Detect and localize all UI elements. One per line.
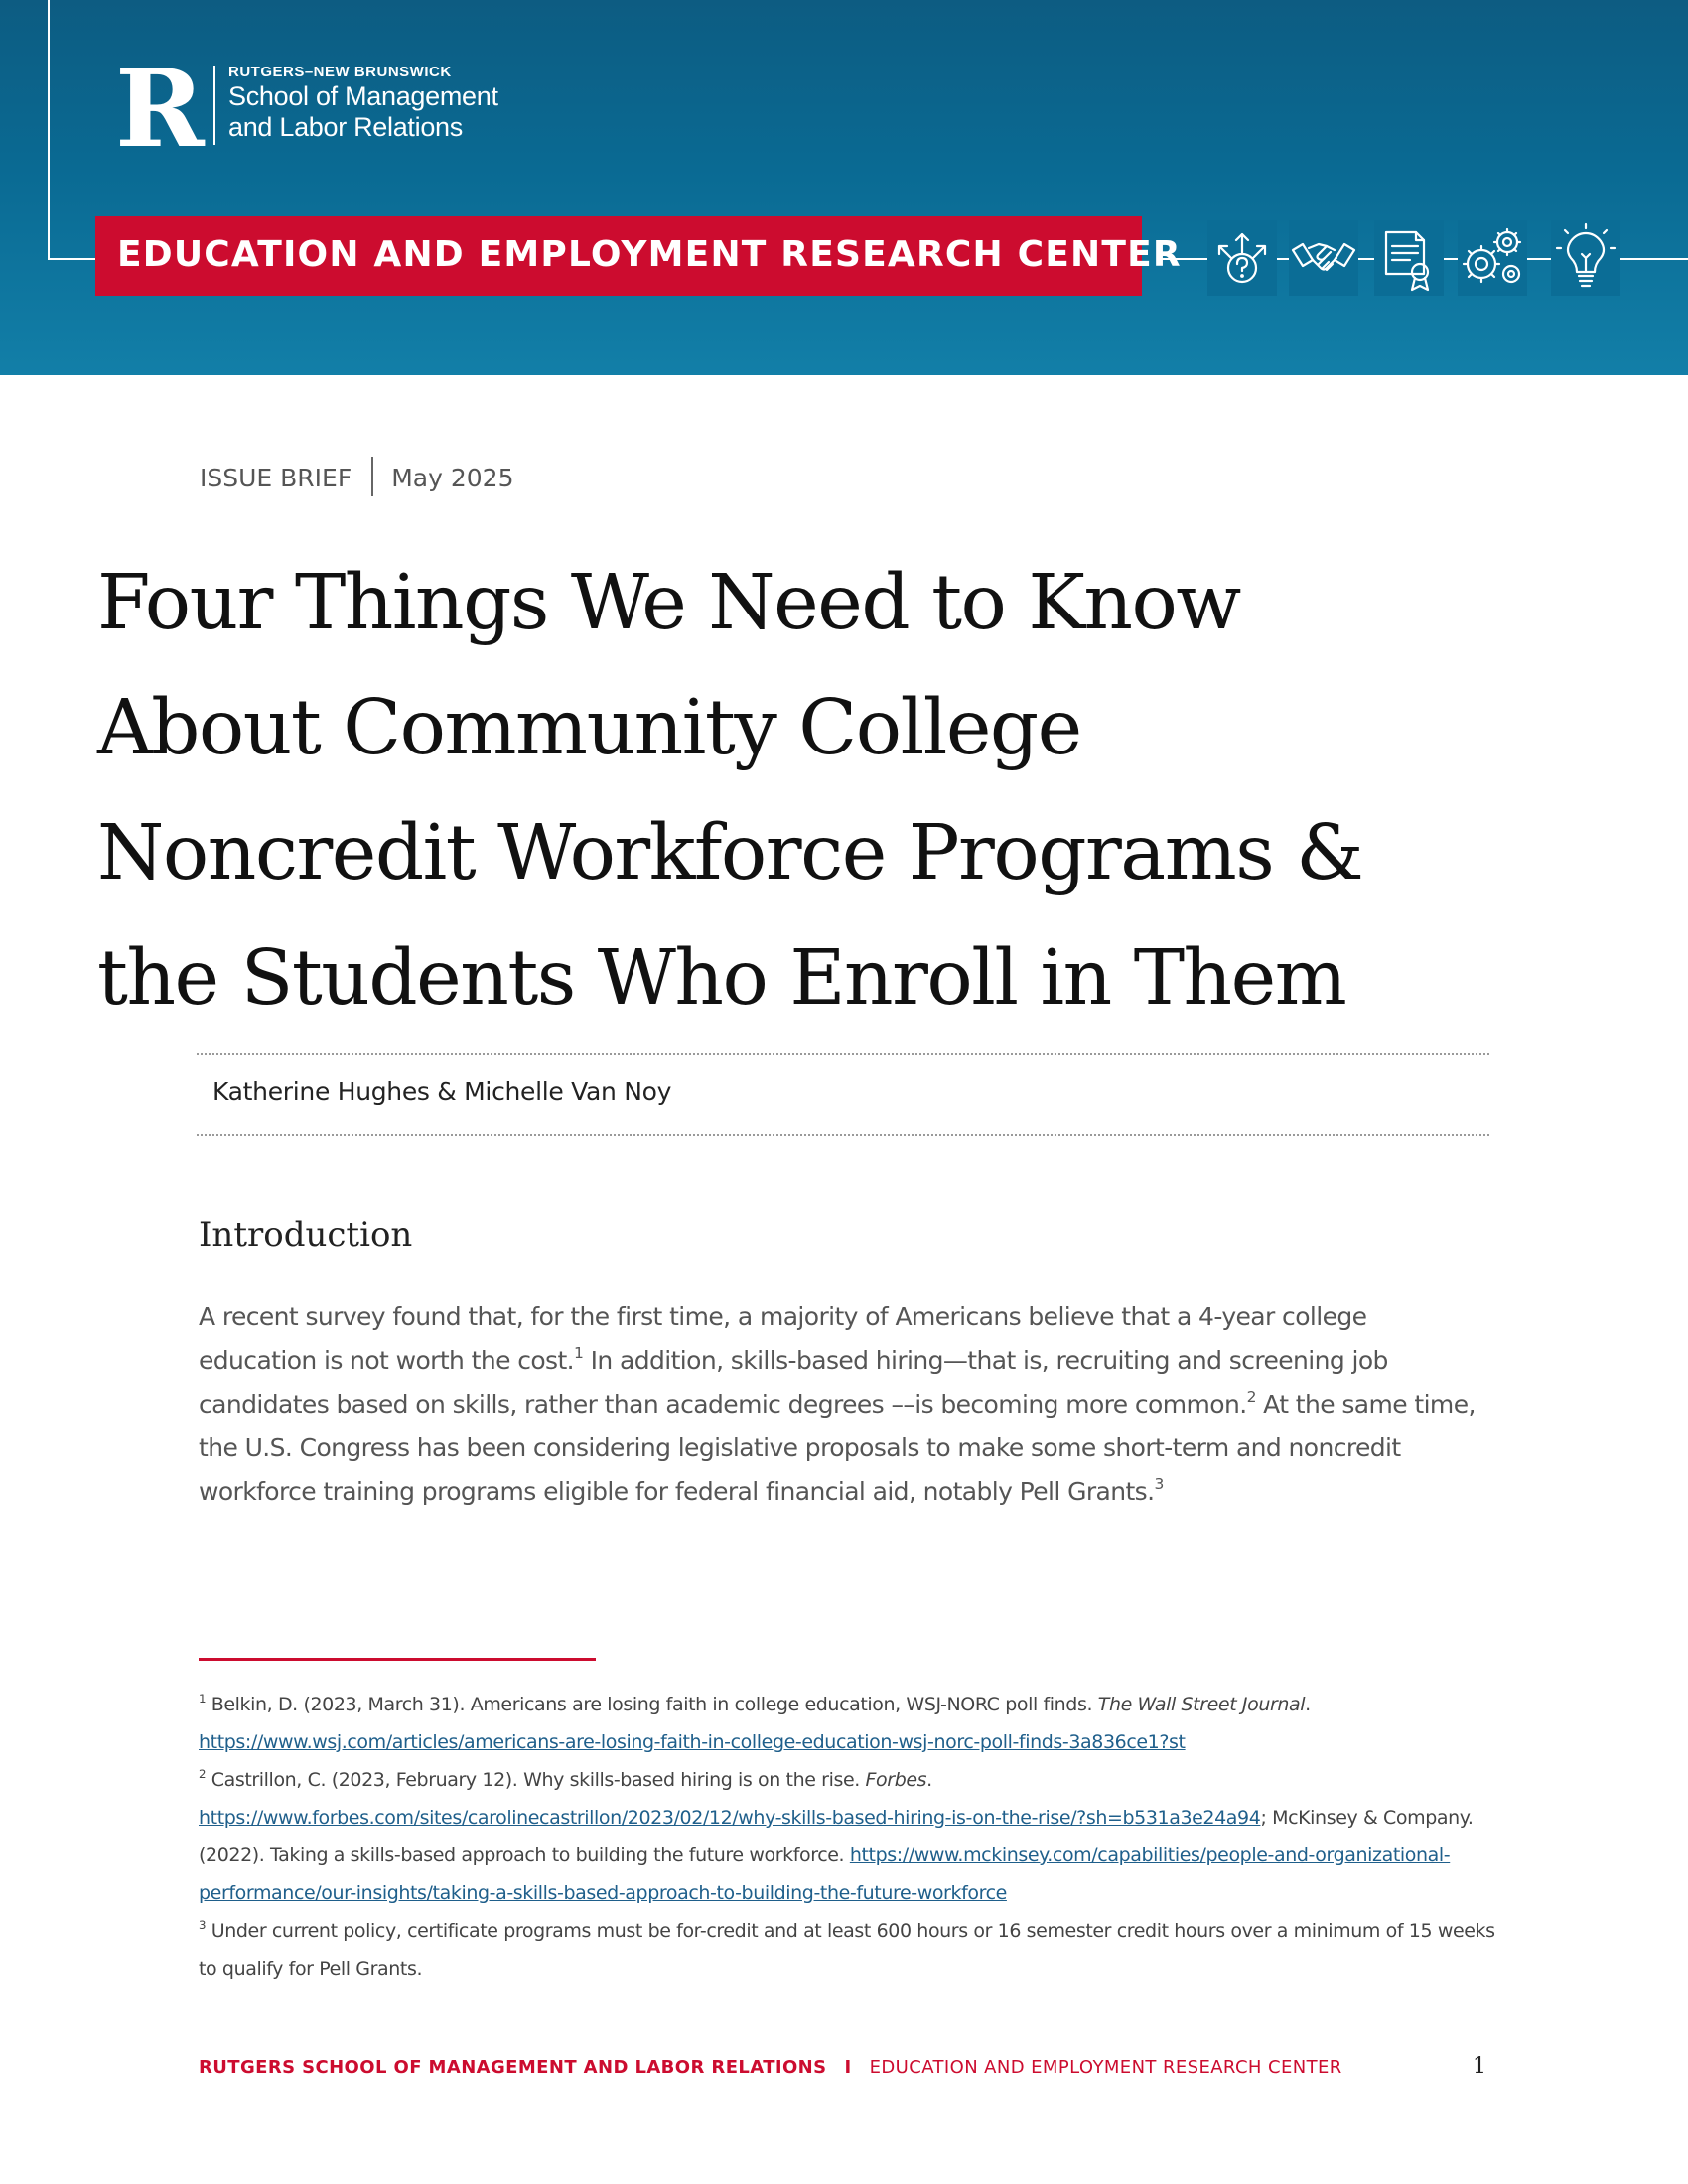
- issue-meta: [200, 460, 514, 499]
- footnote-2-link-forbes[interactable]: https://www.forbes.com/sites/carolinecastrillon/2023/02/12/why-skills-based-hiring-is-on-the-rise/?sh=b531a3e24a94: [199, 1807, 1261, 1829]
- footer-center: EDUCATION AND EMPLOYMENT RESEARCH CENTER: [869, 2057, 1342, 2078]
- footer-school: RUTGERS SCHOOL OF MANAGEMENT AND LABOR RELATIONS: [199, 2057, 827, 2078]
- issue-type: ISSUE BRIEF: [200, 464, 352, 492]
- certificate-icon: [1374, 220, 1444, 296]
- footnote-1-source: The Wall Street Journal: [1097, 1694, 1306, 1715]
- footnote-2-number: 2: [199, 1766, 207, 1781]
- banner-rule-horizontal: [48, 258, 97, 260]
- rutgers-logo[interactable]: R: [115, 47, 203, 172]
- institution-line-1: RUTGERS–NEW BRUNSWICK: [228, 64, 452, 80]
- footnote-separator: [199, 1658, 596, 1661]
- footnote-1-text: Belkin, D. (2023, March 31). Americans are losing faith in college education, WSJ-NORC poll finds.: [206, 1694, 1098, 1715]
- footnote-1-period: .: [1305, 1694, 1311, 1715]
- institution-name: [228, 64, 498, 143]
- footnote-2-source: Forbes: [865, 1769, 927, 1791]
- gears-icon: [1458, 220, 1527, 296]
- introduction-paragraph: [199, 1296, 1489, 1514]
- question-arrows-icon: [1207, 220, 1277, 296]
- logo-divider: [213, 66, 215, 145]
- intro-text-3: At the same time, the U.S. Congress has been considering legislative proposals to make some short-term and noncredit workforce training programs eligible for federal financial aid, notably Pell Grants.: [199, 1390, 1476, 1506]
- footnote-2-period: .: [926, 1769, 932, 1791]
- page-footer: [199, 2057, 1342, 2078]
- title-line-3: Noncredit Workforce Programs &: [97, 809, 1363, 897]
- footnote-ref-2[interactable]: 2: [1246, 1388, 1256, 1407]
- intro-text-2: In addition, skills-based hiring—that is, recruiting and screening job candidates based on skills, rather than academic degrees ––is becoming more common.: [199, 1346, 1388, 1419]
- footnote-1-link[interactable]: https://www.wsj.com/articles/americans-are-losing-faith-in-college-education-wsj-norc-poll-finds-3a836ce1?st: [199, 1731, 1186, 1753]
- center-name: EDUCATION AND EMPLOYMENT RESEARCH CENTER: [117, 234, 1182, 275]
- intro-text-1: A recent survey found that, for the first time, a majority of Americans believe that a 4-year college education is not worth the cost.: [199, 1302, 1367, 1375]
- banner-rule-vertical: [48, 0, 50, 260]
- footnote-2-text: Castrillon, C. (2023, February 12). Why skills-based hiring is on the rise.: [206, 1769, 866, 1791]
- footnote-2-link-mckinsey[interactable]: https://www.mckinsey.com/capabilities/people-and-organizational-performance/our-insights/taking-a-skills-based-approach-to-building-the-future-workforce: [199, 1844, 1451, 1904]
- center-name-bar: [95, 216, 1182, 296]
- title-line-2: About Community College: [97, 684, 1081, 772]
- page-number: 1: [1473, 2054, 1486, 2079]
- meta-separator: [371, 457, 373, 496]
- title-line-4: the Students Who Enroll in Them: [97, 934, 1346, 1023]
- lightbulb-icon: [1551, 220, 1620, 296]
- footnote-ref-1[interactable]: 1: [574, 1344, 584, 1363]
- footnote-3: [199, 1912, 1499, 1987]
- section-heading-introduction: Introduction: [199, 1215, 413, 1255]
- footnote-1-number: 1: [199, 1691, 207, 1706]
- authors-rule-bottom: [197, 1134, 1489, 1136]
- issue-date: May 2025: [391, 464, 514, 492]
- footnote-ref-3[interactable]: 3: [1154, 1475, 1164, 1494]
- authors-rule-top: [197, 1053, 1489, 1055]
- authors: Katherine Hughes & Michelle Van Noy: [212, 1077, 672, 1106]
- footnote-3-text: Under current policy, certificate programs must be for-credit and at least 600 hours or 16 semester credit hours over a minimum of 15 weeks to qualify for Pell Grants.: [199, 1920, 1495, 1979]
- title-line-1: Four Things We Need to Know: [97, 559, 1240, 647]
- footer-separator: I: [844, 2057, 852, 2078]
- institution-line-3: and Labor Relations: [228, 112, 463, 142]
- page-title: [97, 541, 1646, 1041]
- footnote-3-number: 3: [199, 1917, 207, 1932]
- header-banner: [0, 0, 1688, 375]
- footnote-1: [199, 1686, 1499, 1761]
- footnote-2: [199, 1761, 1499, 1912]
- handshake-icon: [1289, 220, 1358, 296]
- institution-line-2: School of Management: [228, 81, 498, 111]
- footnote-2-text-2: ; McKinsey & Company. (2022). Taking a skills-based approach to building the future workforce.: [199, 1807, 1474, 1866]
